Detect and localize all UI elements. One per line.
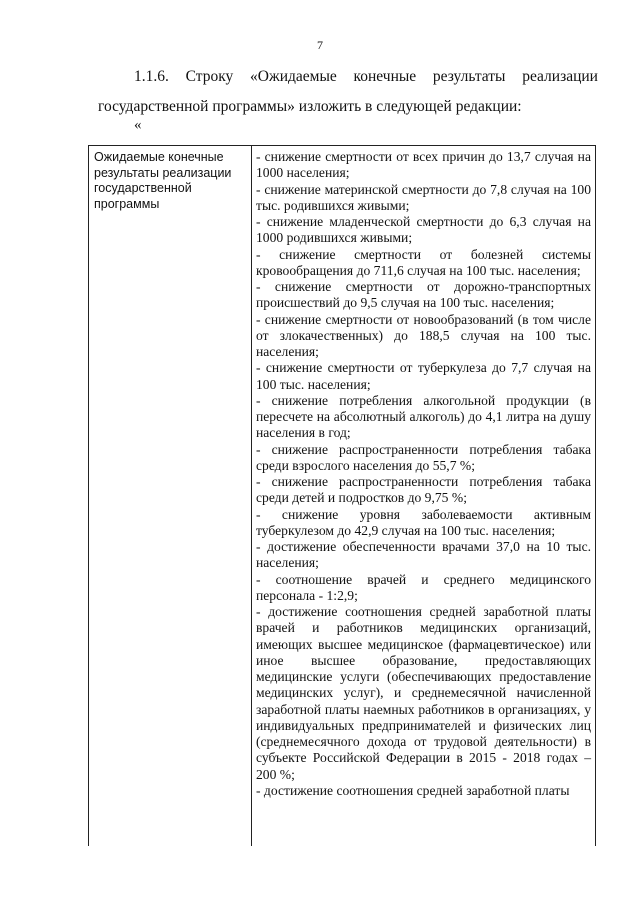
result-item: - снижение смертности от дорожно-транспортных происшествий до 9,5 случая на 100 тыс. населения;	[256, 279, 591, 311]
result-item: - достижение соотношения средней заработной платы врачей и работников медицинских организаций, имеющих высшее медицинское (фармацевтическое) или иное высшее образование, предоставляющих медицинские услуги (обеспечивающих предоставление медицинских услуг), и среднемесячной начисленной заработной платы наемных работников в организациях, у индивидуальных предпринимателей и физических лиц (среднемесячного дохода от трудовой деятельности) в субъекте Российской Федерации в 2015 - 2018 годах – 200 %;	[256, 604, 591, 782]
result-item: - снижение распространенности потребления табака среди детей и подростков до 9,75 %;	[256, 474, 591, 506]
intro-line-1	[98, 62, 598, 92]
intro-word: результаты	[432, 68, 506, 85]
intro-paragraph	[98, 62, 598, 122]
result-item: - снижение распространенности потребления табака среди взрослого населения до 55,7 %;	[256, 441, 591, 473]
page-number: 7	[317, 38, 323, 52]
result-item: - снижение материнской смертности до 7,8 случая на 100 тыс. родившихся живыми;	[256, 181, 591, 213]
intro-line-2: государственной программы» изложить в следующей редакции:	[98, 98, 522, 115]
table-label-cell: Ожидаемые конечные результаты реализации государственной программы	[89, 146, 252, 846]
result-item: - снижение смертности от всех причин до 13,7 случая на 1000 населения;	[256, 149, 591, 181]
intro-word: конечные	[353, 68, 417, 85]
opening-quote: «	[134, 117, 142, 133]
result-item: - снижение потребления алкогольной продукции (в пересчете на абсолютный алкоголь) до 4,1 литра на душу населения в год;	[256, 392, 591, 441]
result-item: - снижение смертности от новообразований (в том числе от злокачественных) до 188,5 случая на 100 тыс. населения;	[256, 311, 591, 359]
intro-word: реализации	[522, 68, 598, 85]
intro-word: «Ожидаемые	[250, 68, 337, 85]
result-item: - снижение уровня заболеваемости активным туберкулезом до 42,9 случая на 100 тыс. населения;	[256, 506, 591, 538]
result-item: - снижение младенческой смертности до 6,3 случая на 1000 родившихся живыми;	[256, 214, 591, 246]
table-content-cell	[252, 146, 595, 846]
result-item: - достижение обеспеченности врачами 37,0 на 10 тыс. населения;	[256, 539, 591, 571]
intro-word: Строку	[185, 68, 234, 85]
results-table	[88, 145, 596, 846]
result-item: - снижение смертности от болезней системы кровообращения до 711,6 случая на 100 тыс. населения;	[256, 246, 591, 278]
intro-word: 1.1.6.	[134, 68, 169, 85]
result-item: - достижение соотношения средней заработной платы	[256, 782, 570, 798]
result-item: - соотношение врачей и среднего медицинского персонала - 1:2,9;	[256, 571, 591, 603]
result-item: - снижение смертности от туберкулеза до 7,7 случая на 100 тыс. населения;	[256, 360, 591, 392]
